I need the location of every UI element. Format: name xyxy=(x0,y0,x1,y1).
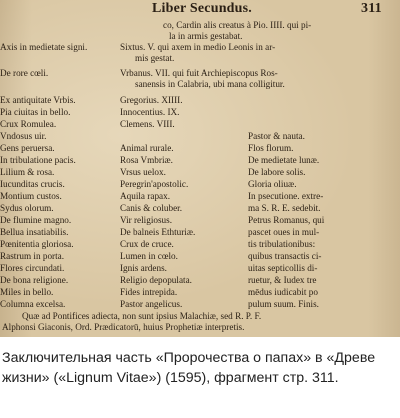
page-text-line: De medietate lunæ. xyxy=(248,155,320,165)
page-text-line: Gens peruersa. xyxy=(0,143,55,153)
page-text-line: Lilium & rosa. xyxy=(0,167,55,177)
page-text-line: Pœnitentia gloriosa. xyxy=(0,239,74,249)
page-text-line: sanensis in Calabria, ubi mana colligitur. xyxy=(135,79,285,89)
page-text-line: Crux Romulea. xyxy=(0,119,57,129)
page-text-line: Flores circundati. xyxy=(0,263,65,273)
page-text-line: mēdus iudicabit po xyxy=(248,287,318,297)
page-text-line: Ignis ardens. xyxy=(120,263,167,273)
page-text-line: Lumen in cœlo. xyxy=(120,251,178,261)
page-text-line: Crux de cruce. xyxy=(120,239,174,249)
page-text-line: Pastor & nauta. xyxy=(248,131,305,141)
page-text-line: Rosa Vmbriæ. xyxy=(120,155,173,165)
page-text-line: De flumine magno. xyxy=(0,215,72,225)
page-text-line: Bellua insatiabilis. xyxy=(0,227,69,237)
page-text-line: ma S. R. E. sedebit. xyxy=(248,203,321,213)
page-text-line: quibus transactis ci- xyxy=(248,251,322,261)
page-text-line: Sydus olorum. xyxy=(0,203,54,213)
page-text-line: Alphonsi Giaconis, Ord. Prædicatorū, huius Prophetiæ interpretis. xyxy=(2,322,245,332)
page-text-line: Fides intrepida. xyxy=(120,287,178,297)
page-number: 311 xyxy=(361,1,382,16)
page-text-line: Pastor angelicus. xyxy=(120,299,183,309)
page-text-line: De bona religione. xyxy=(0,275,69,285)
page-text-line: Flos florum. xyxy=(248,143,294,153)
page-text-line: ruetur, & Iudex tre xyxy=(248,275,317,285)
page-text-line: Axis in medietate signi. xyxy=(0,42,88,52)
page-text-line: pascet oues in mul- xyxy=(248,227,320,237)
page-text-line: Gregorius. XIIII. xyxy=(120,95,183,105)
page-text-line: pulum suum. Finis. xyxy=(248,299,319,309)
page-text-line: In psecutione. extre- xyxy=(248,191,324,201)
page-text-line: Gloria oliuæ. xyxy=(248,179,297,189)
page-text-line: Montium custos. xyxy=(0,191,62,201)
page-text-line: Petrus Romanus, qui xyxy=(248,215,325,225)
page-text-line: Canis & coluber. xyxy=(120,203,183,213)
image-caption: Заключительная часть «Пророчества о папах» в «Древе жизни» («Lignum Vitae») (1595), фрагмент стр. 311. xyxy=(2,350,376,386)
running-head: Liber Secundus. xyxy=(152,1,252,16)
page-text-line: Vrbanus. VII. qui fuit Archiepiscopus Ros- xyxy=(120,68,278,78)
page-text-line: In tribulatione pacis. xyxy=(0,155,76,165)
page-text-line: Ex antiquitate Vrbis. xyxy=(0,95,76,105)
page-text-line: Peregrin'apostolic. xyxy=(120,179,189,189)
page-text-line: tis tribulationibus: xyxy=(248,239,316,249)
page-text-line: Clemens. VIII. xyxy=(120,119,175,129)
page-text-line: Animal rurale. xyxy=(120,143,174,153)
page-text-line: la in armis gestabat. xyxy=(169,31,243,41)
page-text-line: Religio depopulata. xyxy=(120,275,192,285)
page-text-line: Innocentius. IX. xyxy=(120,107,180,117)
page-text-line: mis gestat. xyxy=(135,53,175,63)
page-text-line: De labore solis. xyxy=(248,167,306,177)
page-text-line: co, Cardin alis creatus à Pio. IIII. qui pi- xyxy=(163,20,312,30)
page-text-line: Columna excelsa. xyxy=(0,299,66,309)
page-text-line: Quæ ad Pontifices adiecta, non sunt ipsius Malachiæ, sed R. P. F. xyxy=(22,311,262,321)
page-text-line: De balneis Ethturiæ. xyxy=(120,227,196,237)
page-text-line: Vir religiosus. xyxy=(120,215,173,225)
page-text-line: Pia ciuitas in bello. xyxy=(0,107,71,117)
page-text-line: Vndosus uir. xyxy=(0,131,47,141)
page-text-line: De rore cœli. xyxy=(0,68,49,78)
page-text-line: Rastrum in porta. xyxy=(0,251,65,261)
page-text-line: Sixtus. V. qui axem in medio Leonis in ar- xyxy=(120,42,276,52)
page-text-line: Aquila rapax. xyxy=(120,191,171,201)
page-text-line: uitas septicollis di- xyxy=(248,263,318,273)
page-text-line: Miles in bello. xyxy=(0,287,54,297)
page-text-line: Iucunditas crucis. xyxy=(0,179,65,189)
page-text-line: Vrsus uelox. xyxy=(120,167,166,177)
